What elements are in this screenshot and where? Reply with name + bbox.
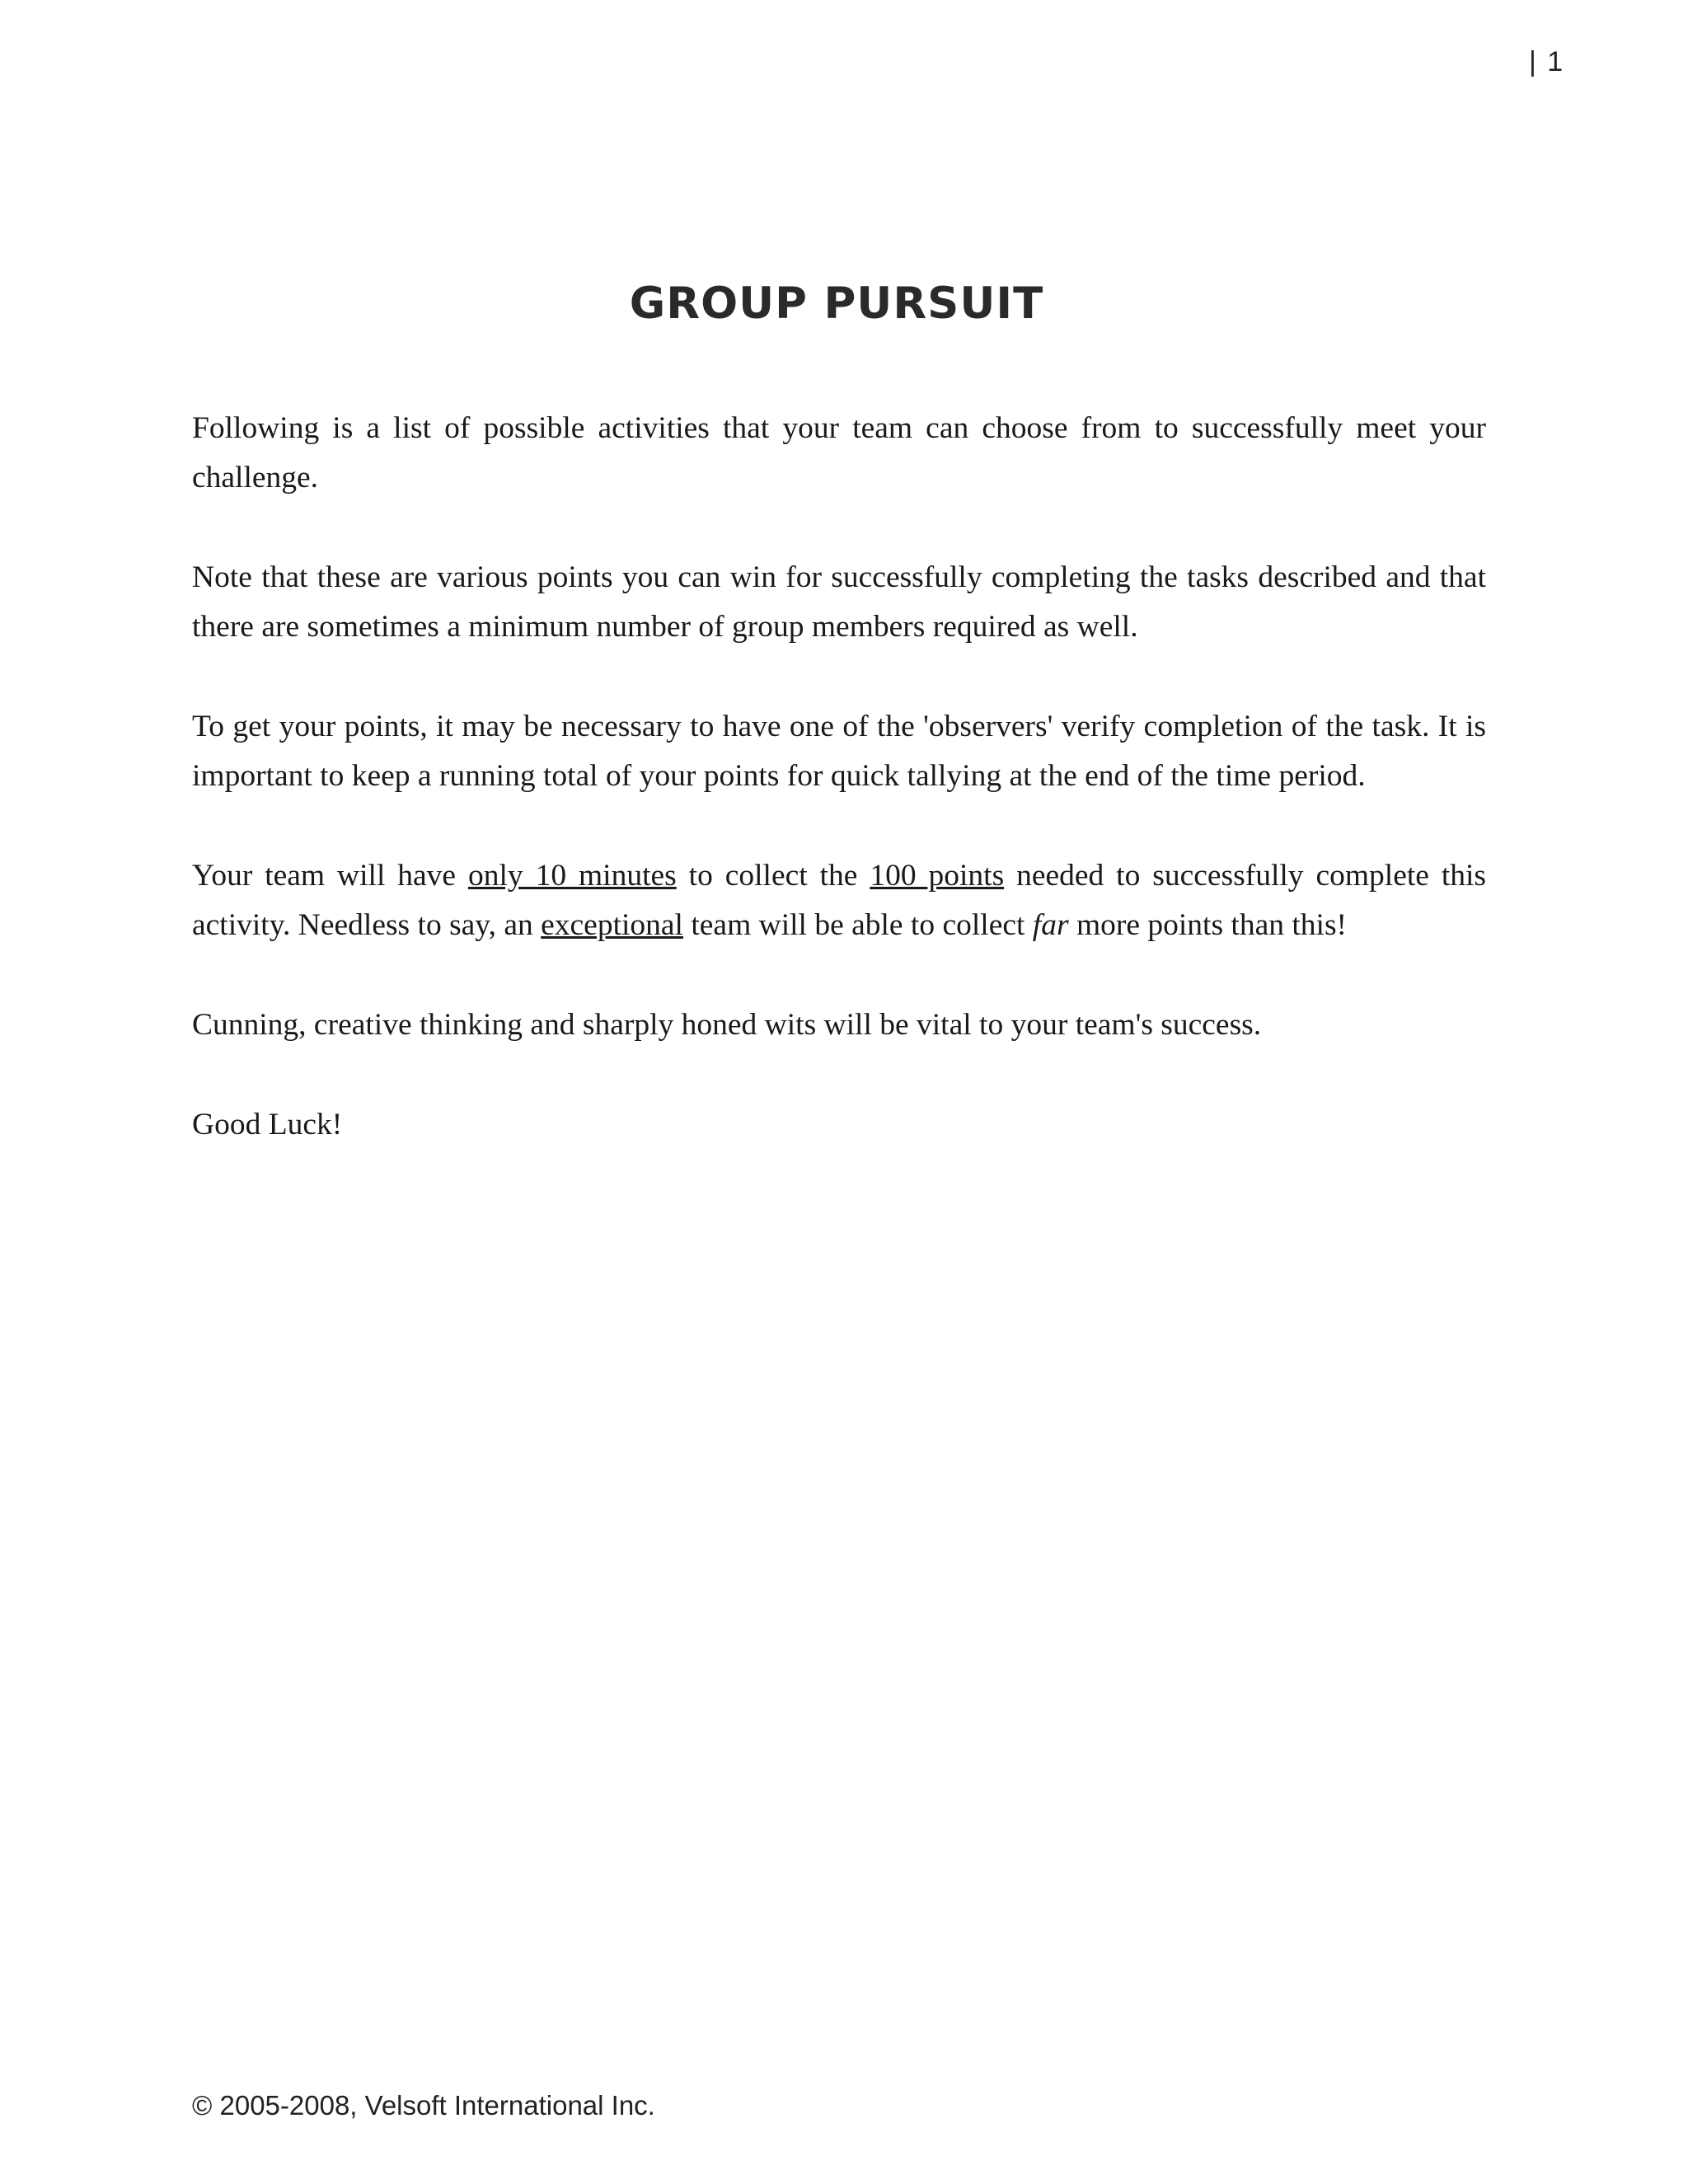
paragraph-points-note: Note that these are various points you can win for successfully completing the tasks described and that there are sometimes a minimum number of group members required as well. (192, 560, 1486, 644)
text-run: to collect the (676, 859, 870, 893)
paragraph-good-luck: Good Luck! (192, 1108, 343, 1141)
text-run: team will be able to collect (682, 908, 1033, 942)
text-run: more points than this! (1068, 908, 1348, 942)
paragraph-time-limit (192, 851, 1486, 950)
underlined-points-goal: 100 points (870, 859, 1005, 893)
paragraph-intro: Following is a list of possible activities that your team can choose from to successfully meet your challenge. (192, 411, 1486, 494)
page-title: GROUP PURSUIT (629, 279, 1044, 329)
paragraph-success: Cunning, creative thinking and sharply honed wits will be vital to your team's success. (192, 1008, 1262, 1042)
underlined-time-limit: only 10 minutes (467, 859, 677, 893)
text-run: Your team will have (192, 859, 468, 893)
page-number: | 1 (1529, 46, 1565, 77)
underlined-exceptional: exceptional (541, 908, 683, 942)
italic-far: far (1032, 908, 1069, 942)
text-run: needed to successfully complete this activity. Needless to say, an (192, 859, 1487, 942)
paragraph-observers: To get your points, it may be necessary to have one of the 'observers' verify completion of the task. It is important to keep a running total of your points for quick tallying at the end of the time period. (192, 710, 1486, 793)
document-body (192, 404, 1486, 1200)
copyright-footer: © 2005-2008, Velsoft International Inc. (192, 2090, 655, 2121)
